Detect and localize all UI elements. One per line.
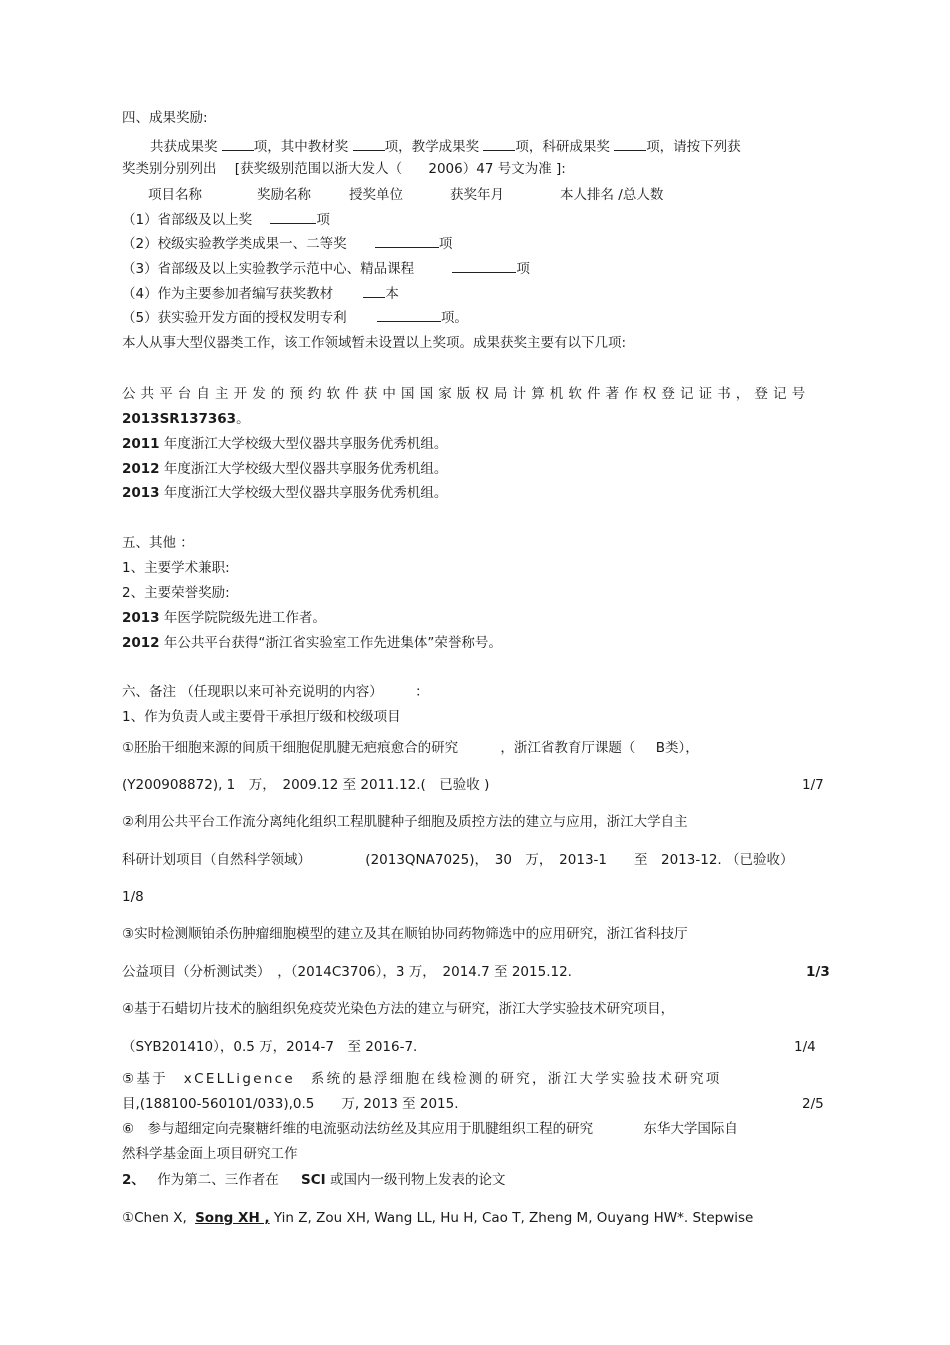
honor-item [122, 609, 326, 627]
section5-heading: 五、其他 ： [122, 535, 194, 551]
project-3-line1: ③实时检测顺铂杀伤肿瘤细胞模型的建立及其在顺铂协同药物筛选中的应用研究，浙江省科技厅 [122, 926, 688, 942]
blank [270, 210, 316, 224]
project-5-line2: 目,(188100-560101/033),0.5 万, 2013 至 2015. [122, 1096, 459, 1112]
s4-intro-line1 [150, 137, 741, 156]
honor-item [122, 634, 502, 652]
award-item [122, 484, 447, 502]
s6-sub2 [122, 1171, 505, 1189]
reference-1 [122, 1209, 753, 1227]
intro-e: 项，请按下列获 [646, 139, 741, 155]
blank [375, 234, 439, 248]
col-award-name: 奖励名称 [257, 187, 311, 203]
project-2-line2 [122, 851, 794, 869]
ref-first-author: ①Chen X, [122, 1210, 187, 1226]
sci-label: SCI [301, 1172, 326, 1188]
p1-class: B类）， [655, 740, 699, 756]
p2-detail: (2013QNA7025)， 30 万， 2013-1 至 2013-12. （已验收） [365, 852, 794, 868]
intro2-a: 奖类别分别列出 [122, 161, 217, 177]
project-1-rank: 1/7 [802, 777, 824, 793]
intro-d: 项，科研成果奖 [515, 139, 610, 155]
award-year: 2013 [122, 485, 160, 501]
item-text: （3）省部级及以上实验教学示范中心、精品课程 [122, 261, 415, 277]
honor-year: 2013 [122, 610, 160, 626]
project-3-rank: 1/3 [806, 964, 830, 980]
section4-heading: 四、成果奖励: [122, 110, 208, 126]
s4-item-1 [122, 210, 330, 229]
period: 。 [236, 411, 250, 427]
blank [363, 284, 385, 298]
s4-item-5 [122, 308, 468, 327]
project-4-line2: （SYB201410），0.5 万，2014-7 至 2016-7. [122, 1039, 418, 1055]
project-5-rank: 2/5 [802, 1096, 824, 1112]
item-text: （1）省部级及以上奖 [122, 212, 253, 228]
blank-textbook [353, 137, 385, 151]
project-4-rank: 1/4 [794, 1039, 816, 1055]
blank-teaching [483, 137, 515, 151]
project-6-line2: 然科学基金面上项目研究工作 [122, 1146, 298, 1162]
blank-total [222, 137, 254, 151]
honor-text: 年医学院院级先进工作者。 [163, 610, 326, 626]
registration-number: 2013SR137363 [122, 411, 237, 427]
item-unit: 项 [316, 212, 330, 228]
award-text: 年度浙江大学校级大型仪器共享服务优秀机组。 [163, 436, 448, 452]
intro2-b: [获奖级别范围以浙大发人（ [234, 161, 403, 177]
sub2-text-b: 或国内一级刊物上发表的论文 [329, 1172, 506, 1188]
intro-c: 项，教学成果奖 [384, 139, 480, 155]
award-text: 年度浙江大学校级大型仪器共享服务优秀机组。 [163, 485, 448, 501]
item-unit: 本 [385, 286, 399, 302]
col-award-date: 获奖年月 [450, 187, 504, 203]
project-1-line2: (Y200908872), 1 万， 2009.12 至 2011.12.( 已验收 ) [122, 777, 490, 793]
s6-sub1: 1、作为负责人或主要骨干承担厅级和校级项目 [122, 709, 401, 725]
p1-source: ，浙江省教育厅课题（ [500, 740, 636, 756]
project-2-line1: ②利用公共平台工作流分离纯化组织工程肌腱种子细胞及质控方法的建立与应用，浙江大学自主 [122, 814, 688, 830]
item-text: （5）获实验开发方面的授权发明专利 [122, 310, 347, 326]
p6-title: ⑥ 参与超细定向壳聚糖纤维的电流驱动法纺丝及其应用于肌腱组织工程的研究 [122, 1121, 594, 1137]
col-project-name: 项目名称 [148, 187, 202, 203]
s4-item-2 [122, 234, 452, 253]
heading-text: 六、备注 （任现职以来可补充说明的内容） [122, 684, 383, 700]
award-text: 年度浙江大学校级大型仪器共享服务优秀机组。 [163, 461, 448, 477]
s4-item-3 [122, 259, 530, 278]
section6-heading [122, 683, 429, 701]
p6-source: 东华大学国际自 [643, 1121, 738, 1137]
sub2-number: 2、 [122, 1172, 145, 1188]
sub2-text: 作为第二、三作者在 [157, 1172, 279, 1188]
honor-year: 2012 [122, 635, 160, 651]
s5-line1: 1、主要学术兼职: [122, 560, 230, 576]
honor-text: 年公共平台获得“浙江省实验室工作先进集体”荣誉称号。 [163, 635, 502, 651]
heading-colon: ： [415, 684, 429, 700]
blank [377, 308, 441, 322]
intro-a: 共获成果奖 [150, 139, 218, 155]
project-2-rank: 1/8 [122, 889, 144, 905]
blank [452, 259, 516, 273]
ref-highlighted-author: Song XH , [195, 1210, 270, 1226]
project-3-line2: 公益项目（分析测试类） ，（2014C3706），3 万， 2014.7 至 2015.12. [122, 964, 572, 980]
project-1-line1 [122, 739, 699, 757]
item-text: （4）作为主要参加者编写获奖教材 [122, 286, 334, 302]
award-item [122, 460, 447, 478]
award-copyright-no [122, 410, 250, 428]
intro-b: 项，其中教材奖 [253, 139, 349, 155]
blank-research [614, 137, 646, 151]
award-copyright-line: 公共平台自主开发的预约软件获中国国家版权局计算机软件著作权登记证书，登记号 [122, 386, 811, 402]
col-rank: 本人排名 /总人数 [560, 187, 664, 203]
award-item [122, 435, 447, 453]
award-year: 2011 [122, 436, 160, 452]
s5-line2: 2、主要荣誉奖励: [122, 585, 230, 601]
project-6-line1 [122, 1120, 738, 1138]
p2-source: 科研计划项目（自然科学领域） [122, 852, 311, 868]
s4-item-4 [122, 284, 399, 303]
item-text: （2）校级实验教学类成果一、二等奖 [122, 236, 347, 252]
s4-intro-line2 [122, 160, 566, 178]
col-awarding-unit: 授奖单位 [349, 187, 403, 203]
ref-rest: Yin Z, Zou XH, Wang LL, Hu H, Cao T, Zheng M, Ouyang HW*. Stepwise [273, 1210, 754, 1226]
intro2-c: 2006）47 号文为准 ]: [428, 161, 566, 177]
item-unit: 项 [438, 236, 453, 252]
award-year: 2012 [122, 461, 160, 477]
project-5-line1: ⑤基于 xCELLigence 系统的悬浮细胞在线检测的研究，浙江大学实验技术研究项 [122, 1071, 722, 1087]
p1-title: ①胚胎干细胞来源的间质干细胞促肌腱无疤痕愈合的研究 [122, 740, 459, 756]
item-unit: 项。 [440, 310, 468, 326]
project-4-line1: ④基于石蜡切片技术的脑组织免疫荧光染色方法的建立与研究，浙江大学实验技术研究项目， [122, 1001, 675, 1017]
item-unit: 项 [516, 261, 530, 277]
s4-note: 本人从事大型仪器类工作，该工作领域暂未设置以上奖项。成果获奖主要有以下几项: [122, 335, 627, 351]
